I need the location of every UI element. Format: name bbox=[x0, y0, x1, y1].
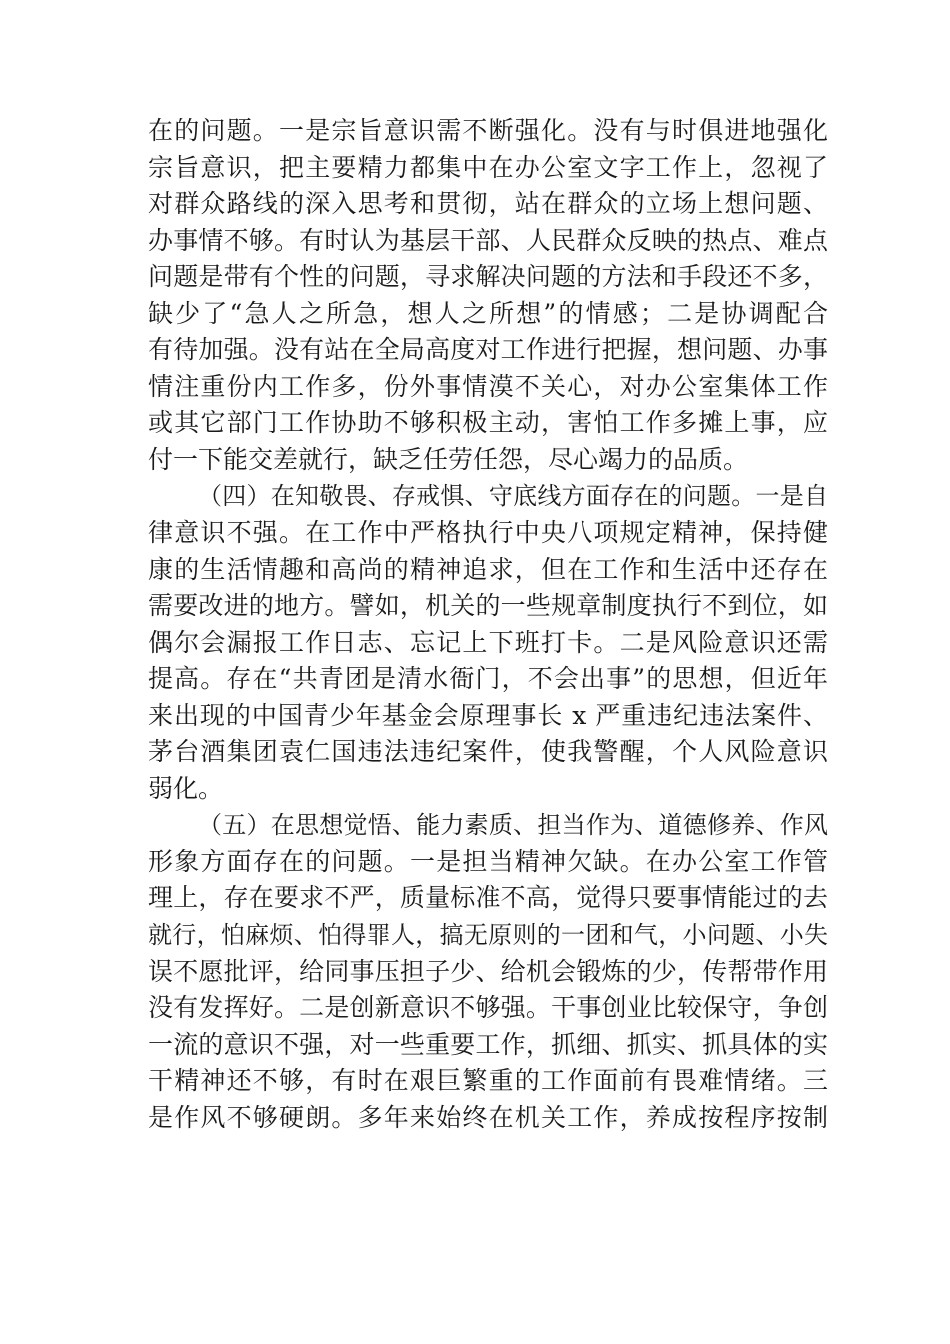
text-line: 有待加强。没有站在全局高度对工作进行把握，想问题、办事 bbox=[148, 335, 828, 365]
text-line: 康的生活情趣和高尚的精神追求，但在工作和生活中还存在 bbox=[148, 554, 828, 584]
text-line: 一流的意识不强，对一些重要工作，抓细、抓实、抓具体的实 bbox=[148, 1029, 828, 1059]
text-line: 律意识不强。在工作中严格执行中央八项规定精神，保持健 bbox=[148, 518, 828, 548]
text-line: 情注重份内工作多，份外事情漠不关心，对办公室集体工作 bbox=[148, 371, 828, 401]
text-line: 在的问题。一是宗旨意识需不断强化。没有与时俱进地强化 bbox=[148, 116, 828, 145]
text-line: 弱化。 bbox=[148, 773, 224, 803]
text-line: 问题是带有个性的问题，寻求解决问题的方法和手段还不多， bbox=[148, 262, 828, 292]
text-line: 理上，存在要求不严，质量标准不高，觉得只要事情能过的去 bbox=[148, 883, 828, 913]
text-line: 办事情不够。有时认为基层干部、人民群众反映的热点、难点 bbox=[148, 225, 828, 255]
text-line: 缺少了“急人之所急，想人之所想”的情感；二是协调配合 bbox=[148, 298, 828, 328]
paragraph-first-line: （五）在思想觉悟、能力素质、担当作为、道德修养、作风 bbox=[198, 811, 828, 840]
paragraph-first-line: （四）在知敬畏、存戒惧、守底线方面存在的问题。一是自 bbox=[198, 482, 828, 511]
body-text bbox=[148, 113, 828, 1136]
text-line: 提高。存在“共青团是清水衙门，不会出事”的思想，但近年 bbox=[148, 664, 828, 694]
text-line: 或其它部门工作协助不够积极主动，害怕工作多摊上事，应 bbox=[148, 408, 828, 438]
text-line: 需要改进的地方。譬如，机关的一些规章制度执行不到位，如 bbox=[148, 591, 828, 621]
text-line: 形象方面存在的问题。一是担当精神欠缺。在办公室工作管 bbox=[148, 846, 828, 876]
text-line: 付一下能交差就行，缺乏任劳任怨，尽心竭力的品质。 bbox=[148, 444, 749, 474]
text-line: 误不愿批评，给同事压担子少、给机会锻炼的少，传帮带作用 bbox=[148, 956, 828, 986]
text-line: 宗旨意识，把主要精力都集中在办公室文字工作上，忽视了 bbox=[148, 152, 828, 182]
text-line: 干精神还不够，有时在艰巨繁重的工作面前有畏难情绪。三 bbox=[148, 1066, 828, 1096]
text-line: 茅台酒集团袁仁国违法违纪案件，使我警醒，个人风险意识 bbox=[148, 737, 828, 767]
text-line: 对群众路线的深入思考和贯彻，站在群众的立场上想问题、 bbox=[148, 189, 828, 219]
text-line: 就行，怕麻烦、怕得罪人，搞无原则的一团和气，小问题、小失 bbox=[148, 921, 828, 950]
text-line: 偶尔会漏报工作日志、忘记上下班打卡。二是风险意识还需 bbox=[148, 627, 828, 657]
text-line: 来出现的中国青少年基金会原理事长 x 严重违纪违法案件、 bbox=[148, 700, 828, 730]
text-line: 没有发挥好。二是创新意识不够强。干事创业比较保守，争创 bbox=[148, 993, 828, 1023]
text-line: 是作风不够硬朗。多年来始终在机关工作，养成按程序按制 bbox=[148, 1102, 828, 1132]
